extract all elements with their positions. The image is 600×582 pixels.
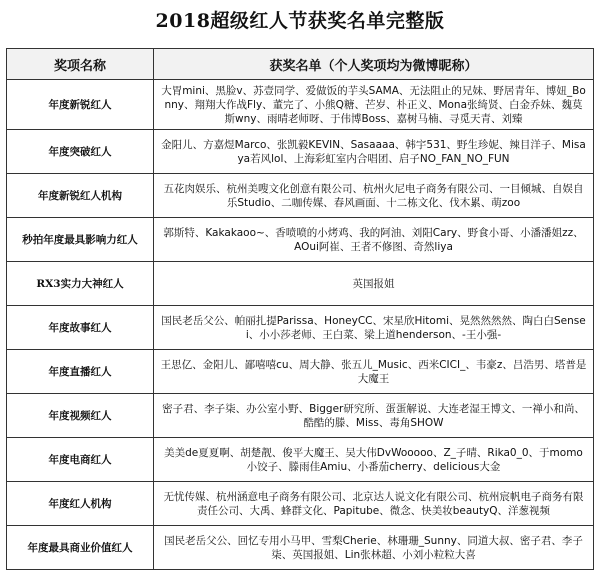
- header-winners: 获奖名单（个人奖项均为微博昵称）: [154, 49, 594, 80]
- winner-list: 王思亿、金阳儿、鄙嘻嘻cu、周大静、张五儿_Music、西米CICI_、韦豪z、吕浩男、塔普是大魔王: [154, 350, 594, 394]
- header-award: 奖项名称: [7, 49, 154, 80]
- table-row: [7, 218, 594, 262]
- winner-list: 国民老岳父公、回忆专用小马甲、雪梨Cherie、林珊珊_Sunny、同道大叔、密子君、李子柒、英国报姐、Lin张林超、小刘小粒粒大喜: [154, 526, 594, 570]
- award-name: 年度直播红人: [7, 350, 154, 394]
- table-row: [7, 394, 594, 438]
- table-row: [7, 262, 594, 306]
- award-name: 年度突破红人: [7, 130, 154, 174]
- winner-list: 金阳儿、方嘉煜Marco、张凯毅KEVIN、Sasaaaa、韩宇531、野生珍妮、辣目洋子、Misaya若风lol、上海彩虹室内合唱团、启子NO_FAN_NO_FUN: [154, 130, 594, 174]
- winner-list: 五花肉娱乐、杭州美嗖文化创意有限公司、杭州火尼电子商务有限公司、一目倾城、自娱自乐Studio、二咖传媒、春风画面、十二栋文化、伐木累、萌zoo: [154, 174, 594, 218]
- table-row: [7, 80, 594, 130]
- winner-list: 国民老岳父公、帕丽扎提Parissa、HoneyCC、宋星欣Hitomi、晃然然然然、陶白白Sensei、小小莎老师、王白菜、梁上道henderson、-王小强-: [154, 306, 594, 350]
- winner-list: 英国报姐: [154, 262, 594, 306]
- winner-list: 密子君、李子柒、办公室小野、Bigger研究所、蛋蛋解说、大连老湿王博文、一禅小和尚、酷酷的滕、Miss、毒角SHOW: [154, 394, 594, 438]
- award-name: 年度新锐红人机构: [7, 174, 154, 218]
- table-row: [7, 350, 594, 394]
- winner-list: 大胃mini、黑脸v、苏壹同学、爱做饭的芋头SAMA、无法阻止的兄妹、野居青年、博妞_Bonny、翔翔大作战Fly、董完了、小熊Q糖、芒岁、朴正义、Mona张绮贤、白金乔妹、魏莫斯wny、雨晴老师呀、于伟博Boss、嘉树马楠、寻觅天青、刘臻: [154, 80, 594, 130]
- winner-list: 郭斯特、Kakakaoo~、香喷喷的小烤鸡、我的阿油、刘阳Cary、野食小哥、小潘潘姐zz、AOui阿崔、王者不修图、奇然liya: [154, 218, 594, 262]
- table-row: [7, 130, 594, 174]
- winner-list: 美美de夏夏啊、胡楚靓、俊平大魔王、吴大伟DvWooooo、Z_子晴、Rika0_0、于momo小饺子、滕雨佳Amiu、小番茄cherry、delicious大金: [154, 438, 594, 482]
- table-row: [7, 482, 594, 526]
- award-name: RX3实力大神红人: [7, 262, 154, 306]
- award-name: 秒拍年度最具影响力红人: [7, 218, 154, 262]
- table-row: [7, 174, 594, 218]
- awards-table: [6, 48, 594, 570]
- table-row: [7, 306, 594, 350]
- award-name: 年度视频红人: [7, 394, 154, 438]
- award-name: 年度故事红人: [7, 306, 154, 350]
- page-title: 2018超级红人节获奖名单完整版: [155, 10, 445, 32]
- award-name: 年度电商红人: [7, 438, 154, 482]
- award-name: 年度红人机构: [7, 482, 154, 526]
- winner-list: 无忧传媒、杭州涵意电子商务有限公司、北京达人说文化有限公司、杭州宸帆电子商务有限责任公司、大禹、蜂群文化、Papitube、微念、快美妆beautyQ、洋葱视频: [154, 482, 594, 526]
- table-header-row: [7, 49, 594, 80]
- table-row: [7, 526, 594, 570]
- award-name: 年度新锐红人: [7, 80, 154, 130]
- table-row: [7, 438, 594, 482]
- award-name: 年度最具商业价值红人: [7, 526, 154, 570]
